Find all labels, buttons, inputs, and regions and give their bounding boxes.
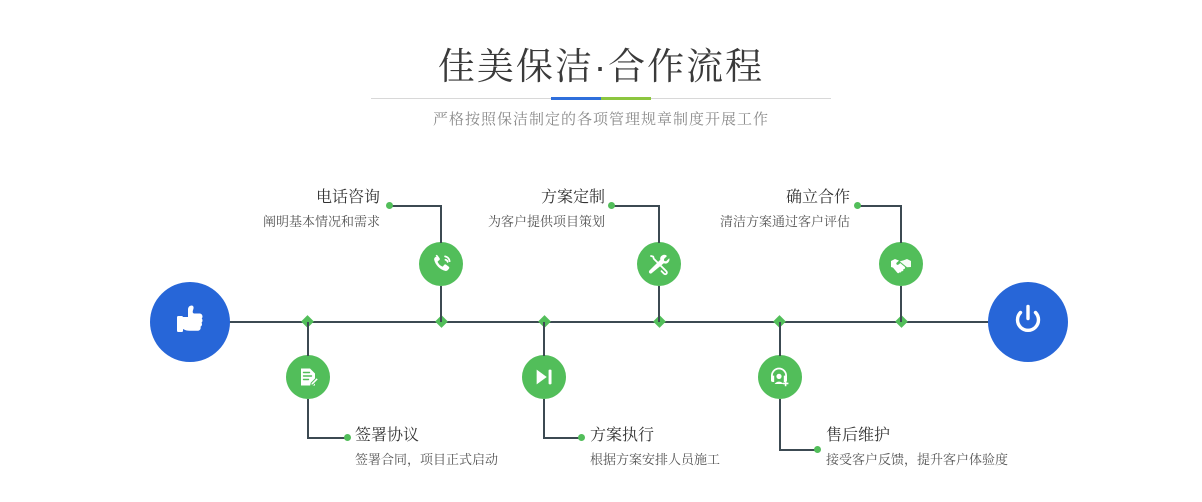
play-forward-icon [533,366,555,388]
headset-add-icon [768,365,792,389]
step-desc-1: 阐明基本情况和需求 [262,214,380,229]
step-title-4: 方案执行 [590,427,655,444]
step-label-1 [130,187,380,232]
page-subtitle: 严格按照保洁制定的各项管理规章制度开展工作 [432,111,769,128]
start-endpoint [150,282,230,362]
step-stem-6 [779,322,781,356]
step-title-2: 签署协议 [355,427,420,444]
tools-icon [647,252,671,276]
step-stem-3 [658,286,660,322]
step-stem-1 [440,286,442,322]
step-title-5: 确立合作 [785,189,850,206]
step-dot-4 [578,434,585,441]
step-desc-3: 为客户提供项目策划 [487,214,605,229]
thumbs-up-icon [170,300,210,345]
step-label-6 [826,425,1146,470]
page-title: 佳美保洁·合作流程 [437,46,765,87]
step-node-5 [879,242,923,286]
step-connector-6-vertical2 [779,437,781,450]
step-label-5 [600,187,850,232]
step-connector-6-vertical [779,399,781,438]
step-dot-6 [814,446,821,453]
document-edit-icon [296,365,320,389]
power-icon [1008,300,1048,345]
step-title-6: 售后维护 [826,427,891,444]
step-node-6 [758,355,802,399]
handshake-icon [889,252,913,276]
step-dot-2 [344,434,351,441]
step-connector-5-vertical [900,205,902,243]
timeline-axis [152,321,1052,323]
end-endpoint [988,282,1068,362]
phone-icon [429,252,453,276]
step-connector-4-horizontal [543,437,581,439]
step-node-1 [419,242,463,286]
step-connector-6-horizontal [779,449,817,451]
step-stem-2 [307,322,309,356]
step-desc-5: 清洁方案通过客户评估 [719,214,850,229]
step-node-2 [286,355,330,399]
step-stem-4 [543,322,545,356]
step-desc-6: 接受客户反馈，提升客户体验度 [826,452,1009,467]
step-node-4 [522,355,566,399]
step-desc-4: 根据方案安排人员施工 [590,452,721,467]
step-connector-2-vertical [307,399,309,438]
step-node-3 [637,242,681,286]
step-connector-2-horizontal [307,437,347,439]
step-label-3 [360,187,605,232]
step-connector-5-horizontal [858,205,900,207]
step-connector-4-vertical [543,399,545,438]
step-desc-2: 签署合同，项目正式启动 [355,452,499,467]
step-dot-5 [854,202,861,209]
step-title-1: 电话咨询 [315,189,380,206]
step-title-3: 方案定制 [540,189,605,206]
step-stem-5 [900,286,902,322]
